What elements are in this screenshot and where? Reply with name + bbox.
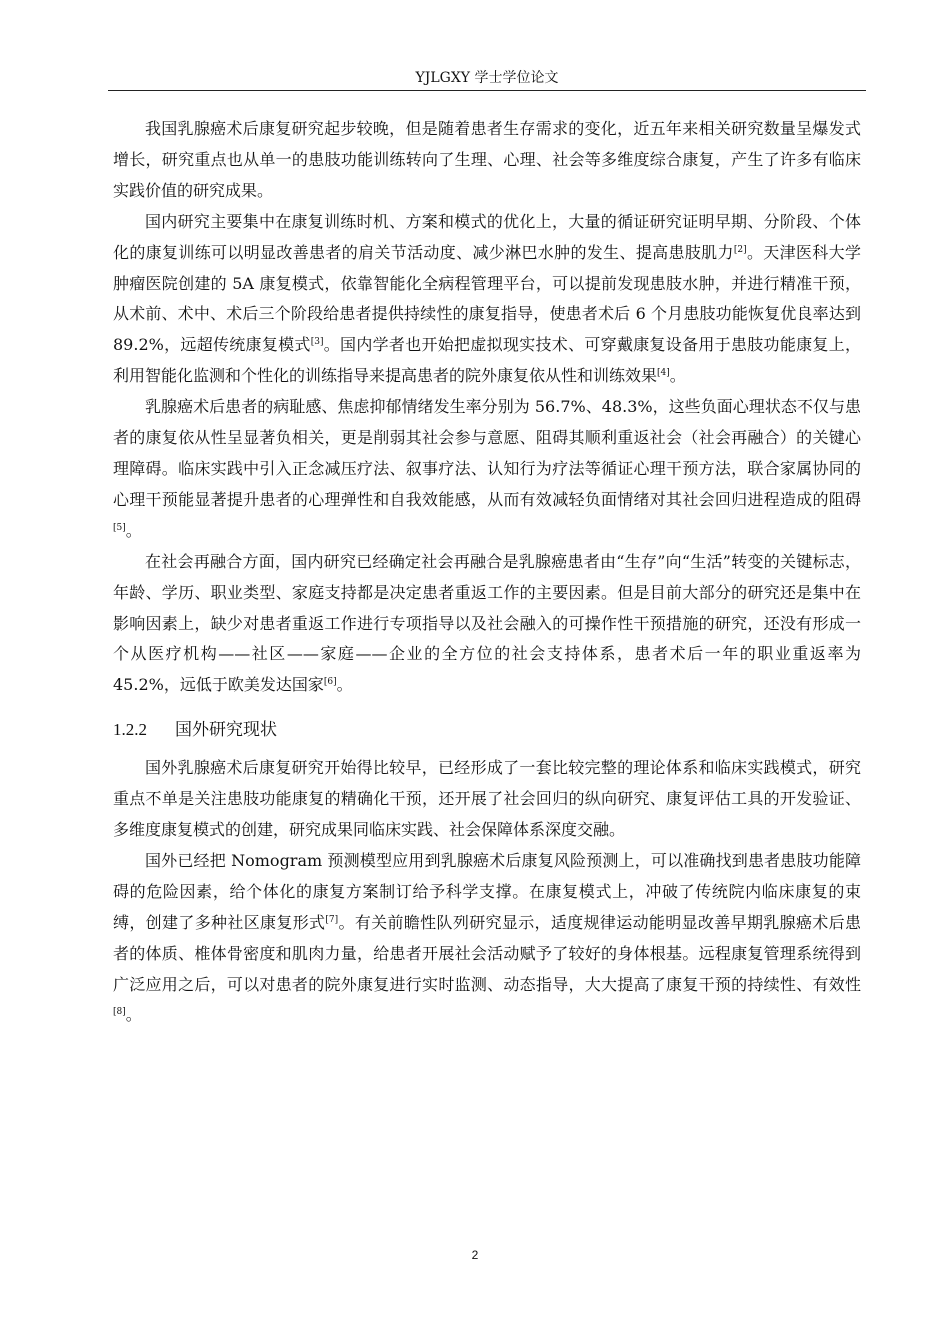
citation-ref: [4]	[657, 368, 670, 379]
section-heading	[113, 717, 861, 743]
paragraph: 国外已经把 Nomogram 预测模型应用到乳腺癌术后康复风险预测上，可以准确找到患者患肢功能障碍的危险因素，给个体化的康复方案制订给予科学支撑。在康复模式上，冲破了传统院内临床康复的束缚，创建了多种社区康复形式[7]。有关前瞻性队列研究显示，适度规律运动能明显改善早期乳腺癌术后患者的体质、椎体骨密度和肌肉力量，给患者开展社会活动赋予了较好的身体根基。远程康复管理系统得到广泛应用之后，可以对患者的院外康复进行实时监测、动态指导，大大提高了康复干预的持续性、有效性[8]。	[113, 850, 861, 1025]
citation-ref: [6]	[323, 677, 337, 688]
paragraph: 国内研究主要集中在康复训练时机、方案和模式的优化上，大量的循证研究证明早期、分阶段、个体化的康复训练可以明显改善患者的肩关节活动度、减少淋巴水肿的发生、提高患肢肌力[2]。天津医科大学肿瘤医院创建的 5A 康复模式，依靠智能化全病程管理平台，可以提前发现患肢水肿，并进行精准干预，从术前、术中、术后三个阶段给患者提供持续性的康复指导，使患者术后 6 个月患肢功能恢复优良率达到 89.2%，远超传统康复模式[3]。国内学者也开始把虚拟现实技术、可穿戴康复设备用于患肢功能康复上，利用智能化监测和个性化的训练指导来提高患者的院外康复依从性和训练效果[4]。	[113, 211, 861, 386]
running-header: YJLGXY 学士学位论文	[108, 66, 866, 91]
citation-ref: [2]	[733, 244, 747, 255]
section-number: 1.2.2	[113, 720, 147, 740]
paragraph: 在社会再融合方面，国内研究已经确定社会再融合是乳腺癌患者由“生存”向“生活”转变的关键标志，年龄、学历、职业类型、家庭支持都是决定患者重返工作的主要因素。但是目前大部分的研究还是集中在影响因素上，缺少对患者重返工作进行专项指导以及社会融入的可操作性干预措施的研究，还没有形成一个从医疗机构——社区——家庭——企业的全方位的社会支持体系，患者术后一年的职业重返率为 45.2%，远低于欧美发达国家[6]。	[113, 551, 861, 695]
section-title: 国外研究现状	[175, 720, 277, 741]
paragraph: 我国乳腺癌术后康复研究起步较晚，但是随着患者生存需求的变化，近五年来相关研究数量呈爆发式增长，研究重点也从单一的患肢功能训练转向了生理、心理、社会等多维度综合康复，产生了许多有临床实践价值的研究成果。	[113, 119, 861, 200]
paragraph: 乳腺癌术后患者的病耻感、焦虑抑郁情绪发生率分别为 56.7%、48.3%，这些负面心理状态不仅与患者的康复依从性呈显著负相关，更是削弱其社会参与意愿、阻碍其顺利重返社会（社会再融合）的关键心理障碍。临床实践中引入正念减压疗法、叙事疗法、认知行为疗法等循证心理干预方法，联合家属协同的心理干预能显著提升患者的心理弹性和自我效能感，从而有效减轻负面情绪对其社会回归进程造成的阻碍[5]。	[113, 397, 861, 540]
citation-ref: [3]	[310, 337, 324, 348]
paragraph: 国外乳腺癌术后康复研究开始得比较早，已经形成了一套比较完整的理论体系和临床实践模式，研究重点不单是关注患肢功能康复的精确化干预，还开展了社会回归的纵向研究、康复评估工具的开发验证、多维度康复模式的创建，研究成果同临床实践、社会保障体系深度交融。	[113, 758, 861, 840]
citation-ref: [8]	[113, 1007, 126, 1018]
citation-ref: [7]	[325, 914, 339, 925]
citation-ref: [5]	[113, 522, 126, 533]
document-body	[113, 114, 861, 1031]
page-number: 2	[471, 1248, 479, 1262]
